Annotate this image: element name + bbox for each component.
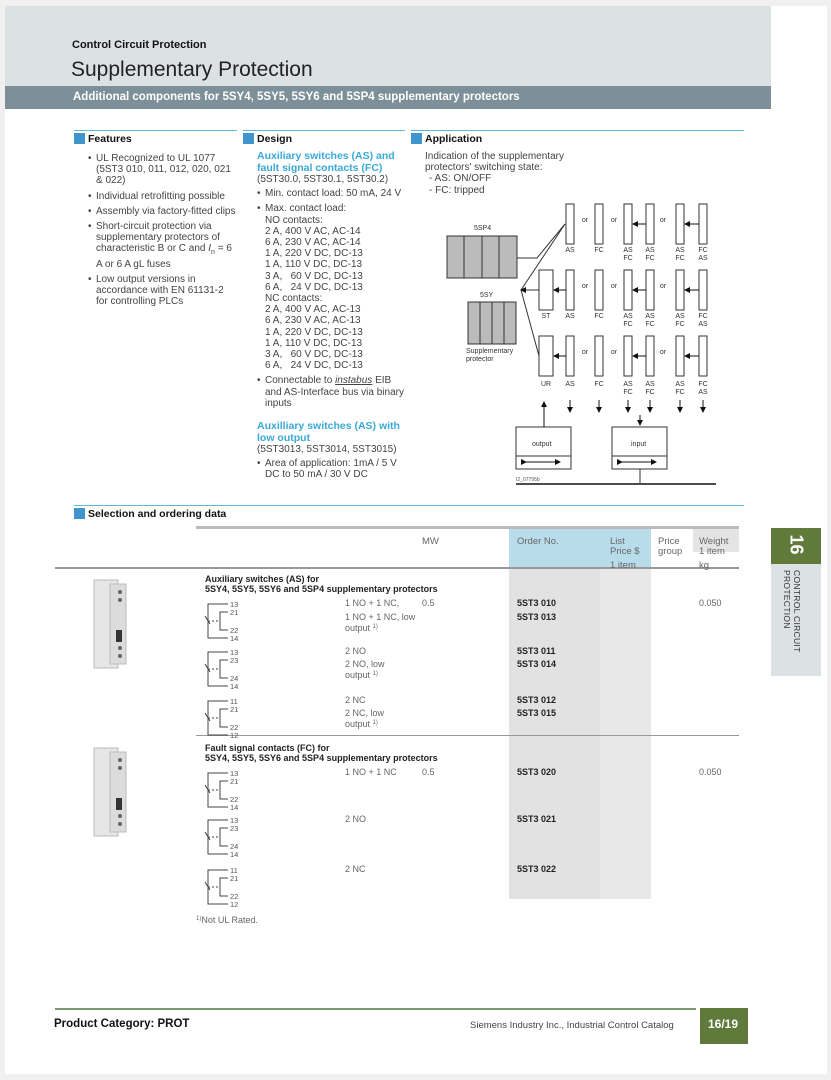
- contact-block: [624, 336, 632, 376]
- arrow-icon: [632, 221, 638, 227]
- contacts-cell: 1 NO + 1 NC,: [345, 598, 400, 608]
- switching-state-diagram: [440, 192, 750, 494]
- section-marker-icon: [74, 133, 85, 144]
- block-label: AS: [623, 313, 633, 320]
- footer-category: Product Category: PROT: [54, 1018, 190, 1030]
- or-label: or: [659, 283, 667, 290]
- col-list-price: [610, 537, 640, 557]
- table-header-rule: [55, 567, 739, 569]
- block-label: FC: [675, 389, 685, 396]
- col-list-price-1: List: [610, 536, 625, 547]
- svg-text:23: 23: [230, 824, 239, 833]
- mw-cell: 0.5: [422, 767, 435, 777]
- block-label: AS: [675, 247, 685, 254]
- block-label: FC: [623, 255, 633, 262]
- page-number: 16/19: [708, 1017, 739, 1031]
- design-bullet-connect: [257, 375, 407, 409]
- arrow-icon: [567, 407, 573, 413]
- design-sub2-models: (5ST3013, 5ST3014, 5ST3015): [257, 444, 397, 456]
- mw-cell: 0.5: [422, 598, 435, 608]
- arrow-icon: [684, 221, 690, 227]
- contact-block: [646, 270, 654, 310]
- block-label: AS: [645, 313, 655, 320]
- contacts-cell: [345, 612, 425, 633]
- svg-text:22: 22: [230, 626, 239, 635]
- chapter-number: 16: [786, 534, 807, 555]
- section-marker-icon: [243, 133, 254, 144]
- feature-item: • Assembly via factory-fitted clips: [88, 206, 238, 217]
- weight-cell: 0.050: [699, 598, 722, 608]
- table-top-rule: [196, 526, 739, 529]
- block-label: FC: [594, 381, 604, 388]
- col-weight-2: 1 item: [699, 546, 725, 557]
- diagram-rows: [539, 204, 708, 413]
- contacts-cell: 2 NC: [345, 864, 366, 874]
- nc-line: 1 A, 220 V DC, DC-13: [265, 326, 363, 338]
- contacts-cell: [345, 708, 405, 729]
- or-label: or: [610, 349, 618, 356]
- no-line: 3 A, 60 V DC, DC-13: [265, 270, 363, 282]
- chapter-number-box: [771, 528, 821, 564]
- arrow-icon: [625, 407, 631, 413]
- label-protector: protector: [466, 356, 494, 363]
- block-label: AS: [698, 389, 708, 396]
- arrow-icon: [684, 353, 690, 359]
- svg-text:22: 22: [230, 795, 239, 804]
- svg-text:13: 13: [230, 769, 239, 778]
- connect-instabus: instabus: [335, 375, 373, 387]
- footnote-text: Not UL Rated.: [201, 915, 259, 925]
- contact-block: [699, 270, 707, 310]
- nc-line: 6 A, 230 V AC, AC-13: [265, 315, 361, 327]
- contact-block: [566, 270, 574, 310]
- svg-text:11: 11: [230, 697, 238, 706]
- svg-text:21: 21: [230, 777, 239, 786]
- svg-text:24: 24: [230, 674, 239, 683]
- block-label: AS: [698, 255, 708, 262]
- order-no-cell[interactable]: 5ST3 010: [517, 598, 557, 608]
- features-heading: [74, 130, 237, 146]
- group-title: [205, 743, 438, 763]
- auxiliary-switch-image: [90, 576, 130, 672]
- contact-block: [699, 336, 707, 376]
- or-label: or: [610, 217, 618, 224]
- footnote-ref: 1): [372, 624, 378, 630]
- fault-signal-contact-image: [90, 744, 130, 840]
- arrow-icon: [553, 287, 559, 293]
- table-group-rule: [196, 735, 739, 736]
- connect-post: EIB and AS-Interface bus via binary inputs: [265, 375, 404, 409]
- contact-block: [676, 270, 684, 310]
- nc-line: 6 A, 24 V DC, DC-13: [265, 360, 363, 372]
- footer-publisher: Siemens Industry Inc., Industrial Control Catalog: [470, 1020, 674, 1031]
- svg-text:12: 12: [230, 731, 239, 739]
- page-title: Supplementary Protection: [71, 58, 313, 81]
- col-weight-unit: kg: [699, 560, 710, 571]
- design-bullet-max: [257, 203, 407, 371]
- design-bullet-min: • Min. contact load: 50 mA, 24 V: [257, 188, 407, 199]
- contact-block: [595, 204, 603, 244]
- label-5sp4: 5SP4: [474, 225, 492, 232]
- contact-symbol-icon: [202, 866, 252, 908]
- selection-heading: [74, 505, 744, 521]
- contact-block: [539, 270, 553, 310]
- block-label: AS: [675, 313, 685, 320]
- or-label: or: [581, 217, 589, 224]
- design-heading: [243, 130, 405, 146]
- no-line: 2 A, 400 V AC, AC-14: [265, 225, 361, 237]
- design-content: [257, 151, 407, 485]
- block-label: FC: [645, 389, 655, 396]
- col-list-price-unit: 1 item: [610, 560, 636, 571]
- block-label: AS: [565, 247, 575, 254]
- contacts-cell: [345, 659, 405, 680]
- weight-cell: 0.050: [699, 767, 722, 777]
- features-heading-label: Features: [88, 133, 132, 145]
- nc-label: NC contacts:: [265, 293, 323, 305]
- contact-block: [539, 336, 553, 376]
- footnote-ref: 1): [372, 671, 378, 677]
- contact-block: [676, 336, 684, 376]
- label-supplementary: Supplementary: [466, 348, 514, 355]
- block-label: AS: [698, 321, 708, 328]
- features-list: [88, 153, 238, 311]
- block-label: AS: [645, 247, 655, 254]
- svg-text:13: 13: [230, 648, 239, 657]
- label-5sy: 5SY: [480, 292, 494, 299]
- svg-text:21: 21: [230, 874, 239, 883]
- chapter-label: CONTROL CIRCUIT PROTECTION: [782, 570, 802, 653]
- contact-symbol-icon: [202, 769, 252, 811]
- svg-text:13: 13: [230, 600, 239, 609]
- block-label: AS: [565, 381, 575, 388]
- block-label: FC: [675, 255, 685, 262]
- group-title-2: 5SY4, 5SY5, 5SY6 and 5SP4 supplementary protectors: [205, 584, 438, 594]
- or-label: or: [610, 283, 618, 290]
- no-line: 1 A, 220 V DC, DC-13: [265, 248, 363, 260]
- connect-pre: Connectable to: [265, 375, 336, 387]
- block-label: AS: [623, 381, 633, 388]
- application-text: [425, 151, 595, 196]
- contacts-text: 2 NC, low output: [345, 708, 385, 729]
- block-label: FC: [623, 389, 633, 396]
- svg-text:14: 14: [230, 634, 239, 642]
- block-label: AS: [623, 247, 633, 254]
- feature-item: • UL Recognized to UL 1077 (5ST3 010, 011, 012, 020, 021 & 022): [88, 153, 238, 187]
- order-no-cell[interactable]: 5ST3 013: [517, 612, 557, 622]
- contact-block: [624, 270, 632, 310]
- selection-heading-label: Selection and ordering data: [88, 508, 227, 520]
- arrow-icon: [632, 287, 638, 293]
- col-weight: [699, 537, 728, 557]
- contact-block: [646, 336, 654, 376]
- svg-text:14: 14: [230, 803, 239, 811]
- connector-line: [517, 224, 565, 258]
- state-as: - AS: ON/OFF: [429, 173, 492, 185]
- col-price-group: [658, 537, 682, 557]
- or-label: or: [659, 217, 667, 224]
- contact-block: [676, 204, 684, 244]
- price-column-shade: [600, 529, 651, 899]
- max-intro: • Max. contact load:: [265, 203, 347, 215]
- page-header: [5, 6, 771, 86]
- section-marker-icon: [74, 508, 85, 519]
- design-sub1-title: Auxiliary switches (AS) and fault signal contacts (FC): [257, 150, 395, 174]
- block-label: UR: [540, 381, 552, 388]
- contact-block: [595, 270, 603, 310]
- design-sub1-models: (5ST30.0, 5ST30.1, 5ST30.2): [257, 174, 389, 185]
- page-number-box: [700, 1008, 748, 1044]
- block-label: FC: [698, 247, 708, 254]
- group-title: [205, 574, 438, 594]
- nc-line: 1 A, 110 V DC, DC-13: [265, 337, 363, 349]
- footer-rule: [55, 1008, 696, 1010]
- feature-item: • Individual retrofitting possible: [88, 191, 238, 202]
- group-title-2: 5SY4, 5SY5, 5SY6 and 5SP4 supplementary protectors: [205, 753, 438, 763]
- contact-block: [624, 204, 632, 244]
- diagram-ref: I2_07795b: [516, 477, 540, 483]
- chapter-tab[interactable]: [771, 528, 821, 676]
- device-5sp4: [447, 236, 517, 278]
- contact-block: [566, 336, 574, 376]
- arrow-icon: [677, 407, 683, 413]
- contacts-cell: 2 NC: [345, 695, 366, 705]
- block-label: FC: [645, 255, 655, 262]
- block-label: FC: [675, 321, 685, 328]
- input-module: [612, 415, 667, 483]
- contact-symbol-icon: [202, 697, 252, 739]
- col-price-group-1: Price: [658, 536, 680, 547]
- no-line: 1 A, 110 V DC, DC-13: [265, 259, 363, 271]
- col-weight-1: Weight: [699, 536, 729, 547]
- col-mw: MW: [422, 536, 439, 547]
- order-no-cell[interactable]: 5ST3 012: [517, 695, 557, 705]
- block-label: FC: [594, 247, 604, 254]
- block-label: FC: [645, 321, 655, 328]
- block-label: FC: [698, 313, 708, 320]
- header-kicker: Control Circuit Protection: [72, 39, 207, 51]
- block-label: FC: [594, 313, 604, 320]
- block-label: AS: [675, 381, 685, 388]
- application-heading: [411, 130, 744, 146]
- footnote-mark: 1): [196, 916, 202, 922]
- contacts-cell: 2 NO: [345, 814, 367, 824]
- application-heading-label: Application: [425, 133, 483, 145]
- feature-item: • Short-circuit protection via supplementary protectors of characteristic B or C and $I_n = 6$ A or 6 A gL fuses: [88, 221, 238, 270]
- footnote-ref: 1): [372, 720, 378, 726]
- contacts-text: 1 NO + 1 NC, low output: [345, 612, 416, 633]
- contacts-cell: 2 NO: [345, 646, 367, 656]
- arrow-icon: [553, 353, 559, 359]
- state-fc: - FC: tripped: [429, 184, 485, 196]
- application-intro: Indication of the supplementary protectors' switching state:: [425, 151, 564, 174]
- contacts-text: 2 NO, low output: [345, 659, 385, 680]
- output-label: output: [532, 441, 552, 448]
- page-subtitle: Additional components for 5SY4, 5SY5, 5SY6 and 5SP4 supplementary protectors: [73, 91, 520, 103]
- svg-text:13: 13: [230, 816, 239, 825]
- section-marker-icon: [411, 133, 422, 144]
- contact-block: [699, 204, 707, 244]
- order-no-cell[interactable]: 5ST3 014: [517, 659, 557, 669]
- or-label: or: [581, 283, 589, 290]
- arrow-icon: [596, 407, 602, 413]
- no-line: 6 A, 24 V DC, DC-13: [265, 281, 363, 293]
- no-label: NO contacts:: [265, 214, 323, 226]
- arrow-icon: [632, 353, 638, 359]
- contact-symbol-icon: [202, 600, 252, 642]
- contact-block: [566, 204, 574, 244]
- svg-text:22: 22: [230, 723, 239, 732]
- svg-text:12: 12: [230, 900, 239, 908]
- design-sub2-title: Auxilliary switches (AS) with low output: [257, 420, 400, 444]
- nc-line: 2 A, 400 V AC, AC-13: [265, 304, 361, 316]
- order-no-cell[interactable]: 5ST3 011: [517, 646, 556, 656]
- svg-text:21: 21: [230, 608, 239, 617]
- connector-line: [521, 290, 539, 356]
- group-title-1: Fault signal contacts (FC) for: [205, 743, 330, 753]
- footnote: [196, 915, 258, 925]
- arrow-icon: [684, 287, 690, 293]
- col-price-group-2: group: [658, 546, 683, 557]
- no-line: 6 A, 230 V AC, AC-14: [265, 237, 361, 249]
- input-label: input: [631, 441, 647, 448]
- col-order-no: Order No.: [517, 536, 559, 547]
- nc-line: 3 A, 60 V DC, DC-13: [265, 349, 363, 361]
- svg-text:23: 23: [230, 656, 239, 665]
- contact-block: [646, 204, 654, 244]
- design-heading-label: Design: [257, 133, 293, 145]
- order-no-cell[interactable]: 5ST3 015: [517, 708, 557, 718]
- col-list-price-2: Price $: [610, 546, 640, 557]
- order-no-cell[interactable]: 5ST3 022: [517, 864, 557, 874]
- block-label: AS: [565, 313, 575, 320]
- output-module: [516, 402, 571, 469]
- contact-symbol-icon: [202, 648, 252, 690]
- svg-text:24: 24: [230, 842, 239, 851]
- arrow-icon: [700, 407, 706, 413]
- block-label: ST: [541, 313, 551, 320]
- svg-text:11: 11: [230, 866, 238, 875]
- subtitle-bar: [5, 86, 771, 109]
- block-label: FC: [623, 321, 633, 328]
- contacts-cell: 1 NO + 1 NC: [345, 767, 397, 777]
- arrow-icon: [647, 407, 653, 413]
- block-label: FC: [698, 381, 708, 388]
- svg-text:14: 14: [230, 682, 239, 690]
- svg-text:14: 14: [230, 850, 239, 858]
- svg-text:22: 22: [230, 892, 239, 901]
- order-no-cell[interactable]: 5ST3 021: [517, 814, 557, 824]
- svg-text:21: 21: [230, 705, 239, 714]
- group-title-1: Auxiliary switches (AS) for: [205, 574, 320, 584]
- contact-block: [595, 336, 603, 376]
- design-bullet-area: • Area of application: 1mA / 5 V DC to 50 mA / 30 V DC: [257, 458, 407, 480]
- or-label: or: [581, 349, 589, 356]
- order-no-cell[interactable]: 5ST3 020: [517, 767, 557, 777]
- contact-symbol-icon: [202, 816, 252, 858]
- or-label: or: [659, 349, 667, 356]
- device-5sy: [468, 302, 516, 344]
- feature-item: • Low output versions in accordance with EN 61131-2 for controlling PLCs: [88, 274, 238, 308]
- block-label: AS: [645, 381, 655, 388]
